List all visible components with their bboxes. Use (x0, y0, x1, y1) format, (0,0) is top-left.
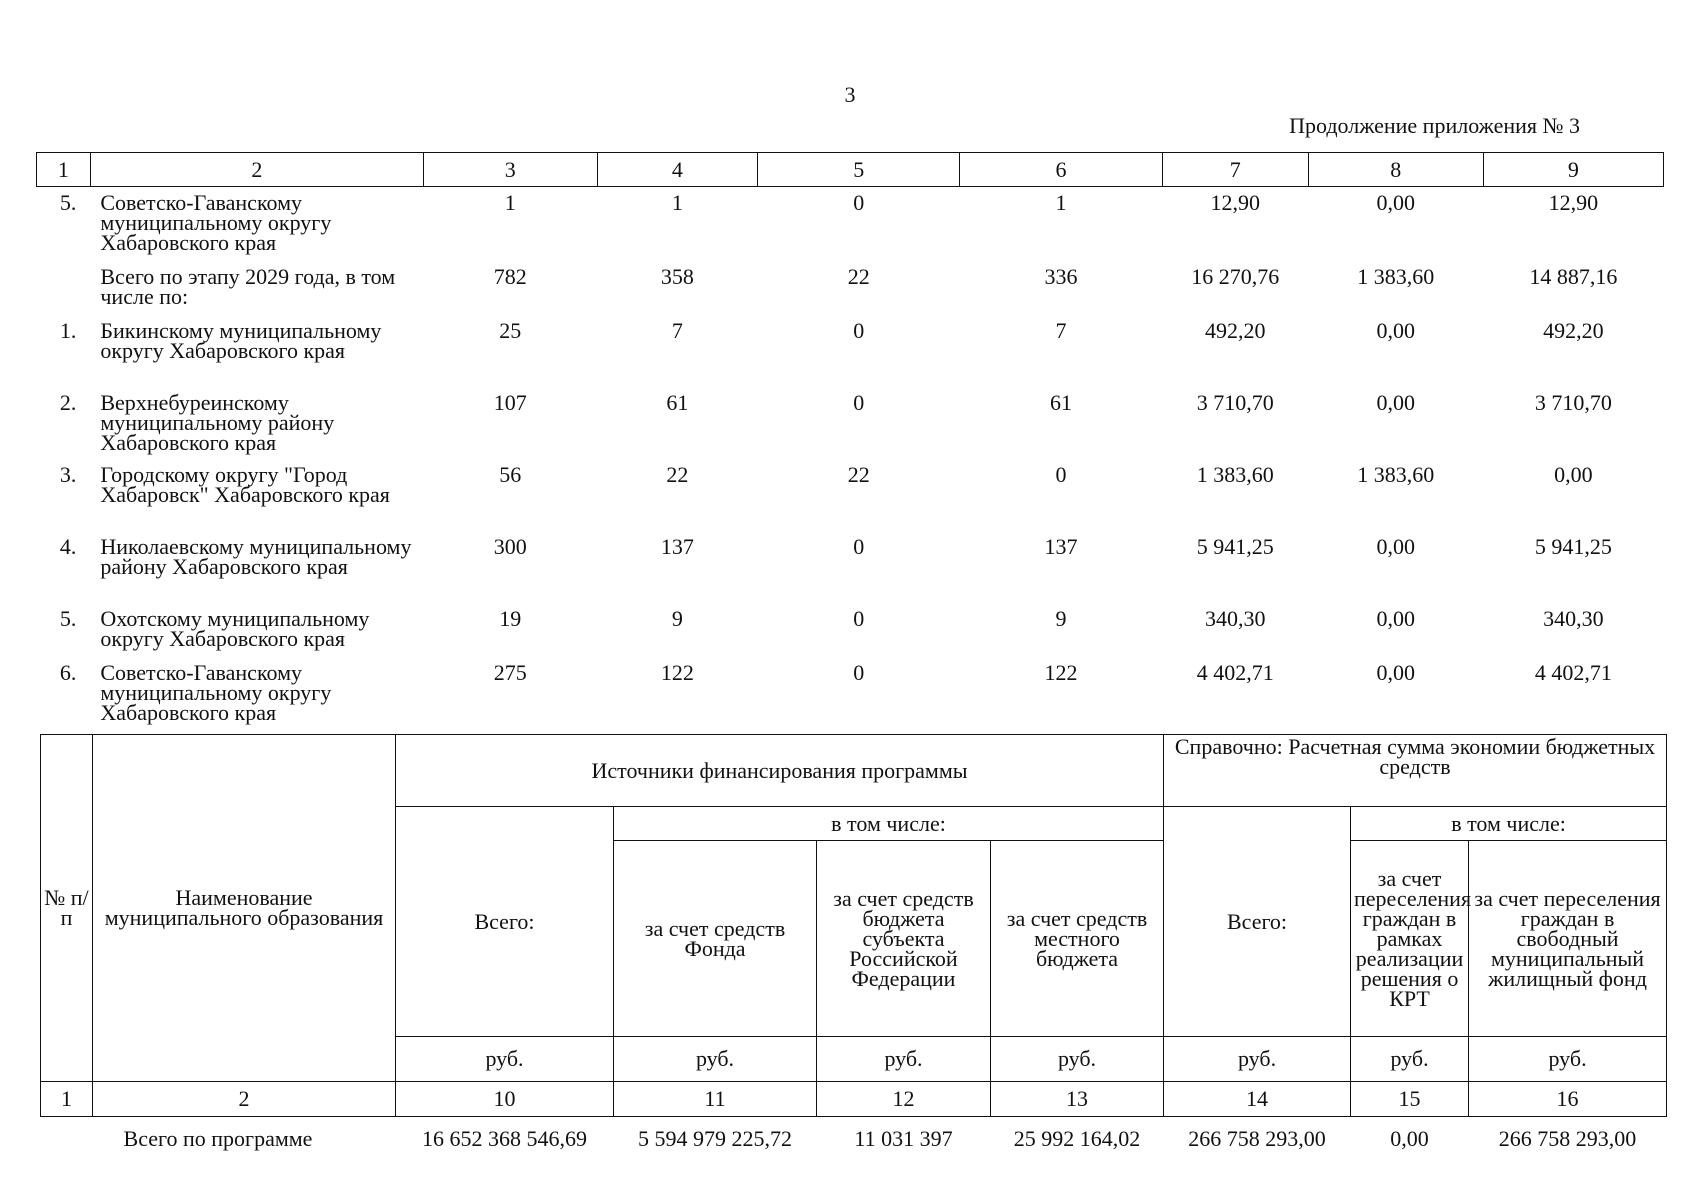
num-header: № п/п (41, 735, 93, 1082)
cell: 122 (660, 659, 694, 685)
col-number: 9 (1483, 153, 1663, 187)
row-number: 6. (59, 659, 77, 685)
col-number: 5 (758, 153, 960, 187)
col-number: 2 (90, 153, 423, 187)
cell: 107 (493, 389, 527, 415)
reference-including-header: в том числе: (1351, 807, 1667, 841)
total-cell: 25 992 164,02 (1013, 1126, 1141, 1151)
reference-total-header: Всего: (1164, 807, 1351, 1037)
col-number: 4 (597, 153, 758, 187)
cell: 61 (1050, 389, 1073, 415)
cell: 19 (499, 605, 522, 631)
cell: 1 (1055, 190, 1067, 215)
total-cell: 16 652 368 546,69 (422, 1126, 587, 1151)
cell: 0 (853, 190, 865, 215)
total-cell: 0,00 (1390, 1126, 1429, 1151)
row-name: Советско-Гаванскому муниципальному округу Хабаровского края (100, 659, 332, 725)
cell: 340,30 (1543, 605, 1604, 631)
continuation-label: Продолжение приложения № 3 (1289, 113, 1580, 138)
cell: 1 (671, 190, 683, 215)
krt-header: за счет переселения граждан в рамках реализации решения о КРТ (1351, 841, 1469, 1037)
cell: 16 270,76 (1191, 263, 1280, 289)
table-row (37, 187, 1664, 261)
row-number: 3. (59, 461, 77, 487)
cell: 0,00 (1376, 605, 1416, 631)
total-cell: 5 594 979 225,72 (638, 1126, 792, 1151)
col-number: 2 (93, 1082, 396, 1117)
fund-header: за счет средств Фонда (614, 841, 817, 1037)
cell: 22 (847, 461, 870, 487)
col-number: 15 (1351, 1082, 1469, 1117)
cell: 1 (504, 190, 516, 215)
row-name: Всего по этапу 2029 года, в том числе по: (100, 263, 396, 309)
row-name: Городскому округу "Город Хабаровск" Хабаровского края (100, 461, 390, 507)
cell: 12,90 (1548, 190, 1599, 215)
sources-including-header: в том числе: (614, 807, 1164, 841)
cell: 0 (853, 533, 865, 559)
page-number: 3 (844, 82, 856, 107)
col-number: 6 (960, 153, 1162, 187)
col-number: 3 (423, 153, 597, 187)
cell: 9 (1055, 605, 1067, 631)
cell: 782 (493, 263, 527, 289)
cell: 1 383,60 (1196, 461, 1274, 487)
col-number: 16 (1469, 1082, 1667, 1117)
table-row (37, 387, 1664, 459)
table-row (37, 315, 1664, 387)
cell: 3 710,70 (1196, 389, 1274, 415)
cell: 492,20 (1543, 317, 1604, 343)
col-number: 14 (1164, 1082, 1351, 1117)
free-fund-header: за счет переселения граждан в свободный муниципальный жилищный фонд (1469, 841, 1667, 1037)
row-number (37, 261, 91, 315)
unit-cell: руб. (1351, 1037, 1469, 1082)
cell: 0,00 (1376, 317, 1416, 343)
cell: 340,30 (1205, 605, 1266, 631)
row-name: Бикинскому муниципальному округу Хабаровского края (100, 317, 382, 363)
total-cell: 11 031 397 (854, 1126, 953, 1151)
unit-cell: руб. (1164, 1037, 1351, 1082)
subject-budget-header: за счет средств бюджета субъекта Российской Федерации (817, 841, 991, 1037)
lower-table (40, 734, 1667, 1161)
table-row (37, 657, 1664, 723)
cell: 7 (1055, 317, 1067, 343)
cell: 5 941,25 (1534, 533, 1612, 559)
cell: 358 (660, 263, 694, 289)
reference-header: Справочно: Расчетная сумма экономии бюджетных средств (1164, 735, 1667, 807)
unit-cell: руб. (991, 1037, 1164, 1082)
col-number: 1 (37, 153, 91, 187)
col-number: 13 (991, 1082, 1164, 1117)
cell: 25 (499, 317, 522, 343)
cell: 0,00 (1376, 533, 1416, 559)
cell: 1 383,60 (1357, 263, 1435, 289)
cell: 0 (1055, 461, 1067, 487)
cell: 4 402,71 (1534, 659, 1612, 685)
cell: 3 710,70 (1534, 389, 1612, 415)
row-number: 1. (59, 317, 77, 343)
col-number: 8 (1308, 153, 1483, 187)
cell: 0 (853, 659, 865, 685)
col-number: 12 (817, 1082, 991, 1117)
cell: 22 (666, 461, 689, 487)
row-number: 2. (59, 389, 77, 415)
total-row (41, 1117, 1667, 1162)
table-row (37, 261, 1664, 315)
name-header: Наименование муниципального образования (93, 735, 396, 1082)
cell: 9 (671, 605, 683, 631)
cell: 0 (853, 389, 865, 415)
col-number: 7 (1162, 153, 1308, 187)
cell: 4 402,71 (1196, 659, 1274, 685)
cell: 56 (499, 461, 522, 487)
cell: 22 (847, 263, 870, 289)
cell: 336 (1044, 263, 1078, 289)
header-row-1 (41, 735, 1667, 807)
unit-cell: руб. (396, 1037, 614, 1082)
cell: 7 (671, 317, 683, 343)
total-cell: 266 758 293,00 (1188, 1126, 1326, 1151)
total-cell: 266 758 293,00 (1498, 1126, 1637, 1151)
cell: 0,00 (1554, 461, 1593, 487)
sources-total-header: Всего: (396, 807, 614, 1037)
row-name: Охотскому муниципальному округу Хабаровского края (100, 605, 370, 651)
unit-cell: руб. (1469, 1037, 1667, 1082)
row-number: 5. (59, 605, 77, 631)
row-name: Верхнебуреинскому муниципальному району Хабаровского края (100, 389, 335, 455)
col-number: 1 (41, 1082, 93, 1117)
row-name: Николаевскому муниципальному району Хабаровского края (100, 533, 412, 579)
unit-cell: руб. (614, 1037, 817, 1082)
cell: 0,00 (1376, 190, 1416, 215)
table-row (37, 603, 1664, 657)
cell: 61 (666, 389, 689, 415)
col-number: 10 (396, 1082, 614, 1117)
cell: 0,00 (1376, 389, 1416, 415)
cell: 137 (660, 533, 694, 559)
table-row (37, 531, 1664, 603)
cell: 0 (853, 317, 865, 343)
row-number: 5. (59, 190, 77, 215)
upper-column-numbers (37, 153, 1664, 187)
cell: 0,00 (1376, 659, 1416, 685)
cell: 122 (1044, 659, 1078, 685)
row-name: Советско-Гаванскому муниципальному округу Хабаровского края (100, 190, 332, 255)
cell: 0 (853, 605, 865, 631)
cell: 1 383,60 (1357, 461, 1435, 487)
lower-column-numbers (41, 1082, 1667, 1117)
cell: 5 941,25 (1196, 533, 1274, 559)
sources-header: Источники финансирования программы (396, 735, 1164, 807)
upper-table (36, 152, 1664, 723)
cell: 12,90 (1210, 190, 1261, 215)
unit-cell: руб. (817, 1037, 991, 1082)
total-label: Всего по программе (123, 1126, 313, 1151)
col-number: 11 (614, 1082, 817, 1117)
cell: 275 (493, 659, 527, 685)
row-number: 4. (59, 533, 77, 559)
cell: 137 (1044, 533, 1078, 559)
cell: 14 887,16 (1529, 263, 1618, 289)
cell: 300 (493, 533, 527, 559)
table-row (37, 459, 1664, 531)
cell: 492,20 (1205, 317, 1266, 343)
local-budget-header: за счет средств местного бюджета (991, 841, 1164, 1037)
